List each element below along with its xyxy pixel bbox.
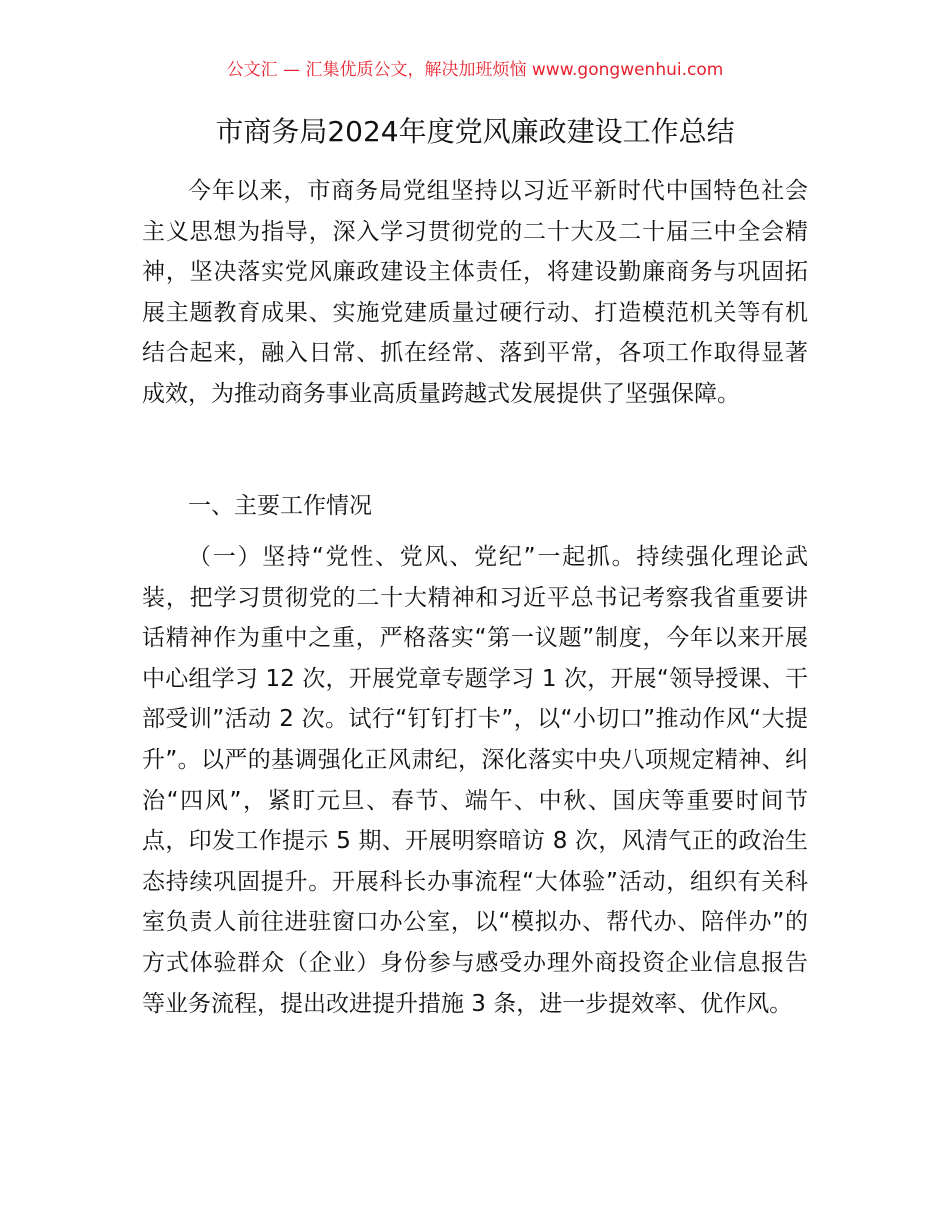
subsection-paragraph-block (142, 537, 808, 1024)
intro-paragraph: 今年以来，市商务局党组坚持以习近平新时代中国特色社会主义思想为指导，深入学习贯彻党的二十大及二十届三中全会精神，坚决落实党风廉政建设主体责任，将建设勤廉商务与巩固拓展主题教育成果、实施党建质量过硬行动、打造模范机关等有机结合起来，融入日常、抓在经常、落到平常，各项工作取得显著成效，为推动商务事业高质量跨越式发展提供了坚强保障。 (142, 178, 808, 407)
section-heading-block (142, 486, 808, 527)
section-heading: 一、主要工作情况 (188, 493, 372, 519)
site-banner: 公文汇 — 汇集优质公文，解决加班烦恼 www.gongwenhui.com (226, 60, 724, 80)
intro-paragraph-block (142, 171, 808, 415)
document-title: 市商务局2024年度党风廉政建设工作总结 (215, 115, 735, 148)
subsection-paragraph: （一）坚持“党性、党风、党纪”一起抓。持续强化理论武装，把学习贯彻党的二十大精神和习近平总书记考察我省重要讲话精神作为重中之重，严格落实“第一议题”制度，今年以来开展中心组学习 12 次，开展党章专题学习 1 次，开展“领导授课、干部受训”活动 2 次。试行“钉钉打卡”，以“小切口”推动作风“大提升”。以严的基调强化正风肃纪，深化落实中央八项规定精神、纠治“四风”，紧盯元旦、春节、端午、中秋、国庆等重要时间节点，印发工作提示 5 期、开展明察暗访 8 次，风清气正的政治生态持续巩固提升。开展科长办事流程“大体验”活动，组织有关科室负责人前往进驻窗口办公室，以“模拟办、帮代办、陪伴办”的方式体验群众（企业）身份参与感受办理外商投资企业信息报告等业务流程，提出改进提升措施 3 条，进一步提效率、优作风。 (142, 544, 808, 1017)
